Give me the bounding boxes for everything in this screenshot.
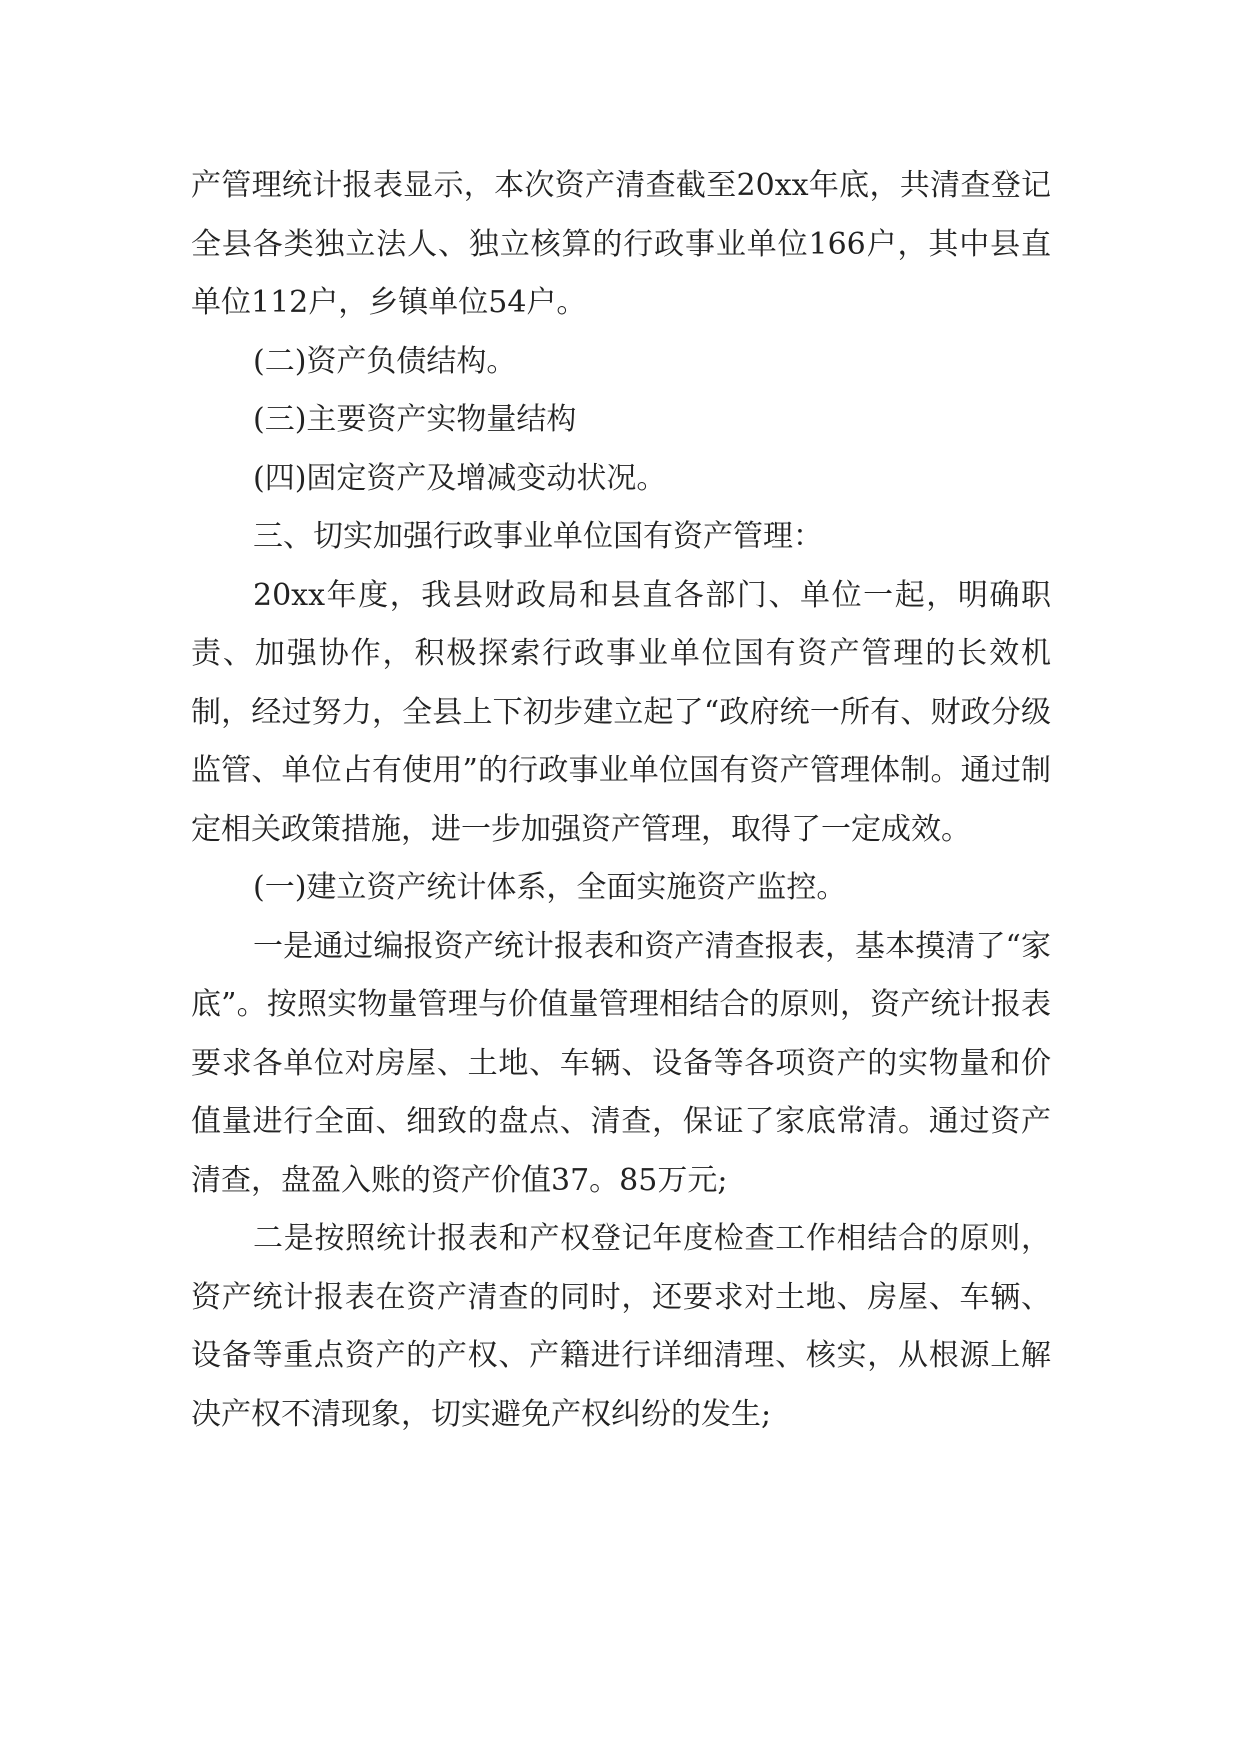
document-body [191,157,1051,1444]
heading-fixed-asset-changes: (四)固定资产及增减变动状况。 [253,460,667,496]
paragraph-point-one: 一是通过编报资产统计报表和资产清查报表，基本摸清了“家底”。按照实物量管理与价值量管理相结合的原则，资产统计报表要求各单位对房屋、土地、车辆、设备等各项资产的实物量和价值量进行全面、细致的盘点、清查，保证了家底常清。通过资产清查，盘盈入账的资产价值37。85万元; [191,928,1051,1198]
heading-physical-asset-structure: (三)主要资产实物量结构 [253,402,577,437]
paragraph-continuation: 产管理统计报表显示，本次资产清查截至20xx年底，共清查登记全县各类独立法人、独立核算的行政事业单位166户，其中县直单位112户，乡镇单位54户。 [191,168,1051,320]
paragraph-point-two: 二是按照统计报表和产权登记年度检查工作相结合的原则，资产统计报表在资产清查的同时，还要求对土地、房屋、车辆、设备等重点资产的产权、产籍进行详细清理、核实，从根源上解决产权不清现象，切实避免产权纠纷的发生; [191,1221,1051,1432]
section-heading-three: 三、切实加强行政事业单位国有资产管理： [253,519,823,554]
heading-statistics-system: (一)建立资产统计体系，全面实施资产监控。 [253,870,847,905]
heading-asset-liability-structure: (二)资产负债结构。 [253,343,517,379]
paragraph-annual-summary: 20xx年度，我县财政局和县直各部门、单位一起，明确职责、加强协作，积极探索行政事业单位国有资产管理的长效机制，经过努力，全县上下初步建立起了“政府统一所有、财政分级监管、单位占有使用”的行政事业单位国有资产管理体制。通过制定相关政策措施，进一步加强资产管理，取得了一定成效。 [191,577,1051,847]
